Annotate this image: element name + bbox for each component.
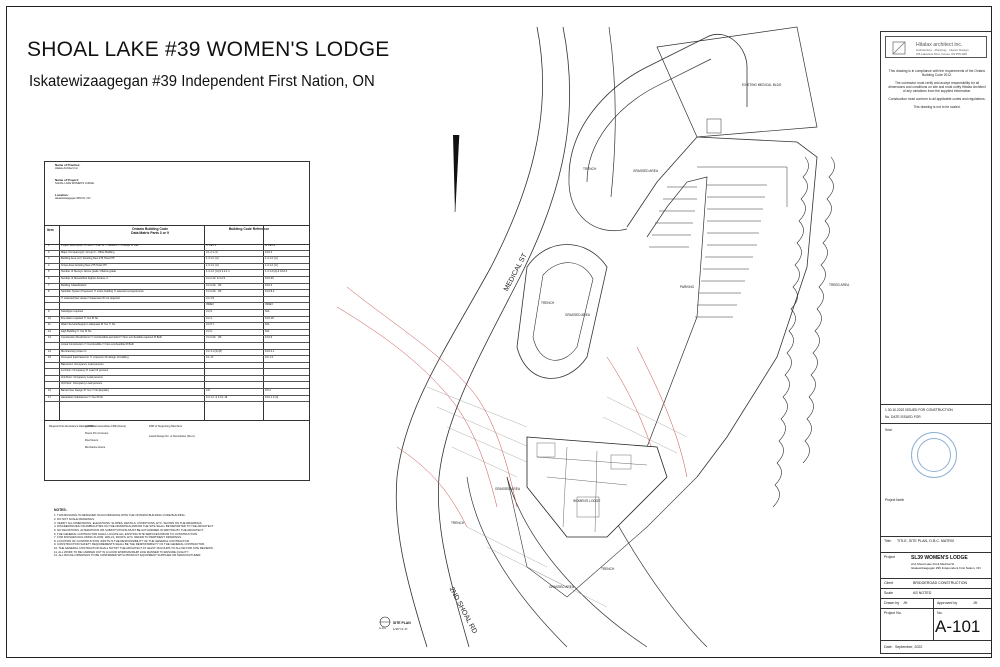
firm-address: 425 Lakeshore Drive, Kenora, ON P9N 3W6	[916, 52, 967, 56]
site-plan-label: SITE PLAN	[393, 621, 411, 625]
matrix-cell-a: 3.1.17.	[206, 356, 214, 360]
note-item: 10. THE GENERAL CONTRACTOR SHALL NOTIFY THE ARCHITECT AT LEAST 48 HOURS TO ALLOW FOR SITE REVIEWS.	[54, 546, 214, 551]
matrix-row	[45, 277, 309, 284]
tb-date-value: September, 2022	[895, 645, 923, 649]
matrix-cell-b: 9.10.18	[265, 316, 274, 320]
matrix-cell-b: 9.5.2	[265, 389, 271, 393]
practice-value: Hitalax Architect Inc.	[55, 166, 79, 170]
matrix-cell-a: 3.2.1.5.	[206, 296, 215, 300]
code-subtitle: Data Matrix Parts 3 or 9	[131, 230, 169, 235]
matrix-cell-a: 3.2.5.7.	[206, 323, 215, 327]
title-block	[880, 31, 992, 654]
matrix-row	[45, 356, 309, 363]
label-grassed-4: GRASSED AREA	[549, 585, 574, 589]
fire-row: Required Fire Resistance Rating (FRR)	[49, 425, 95, 428]
matrix-item-header: Item	[47, 228, 54, 232]
matrix-cell-n: 1	[48, 244, 50, 247]
practice-label: Name of Practice:	[55, 163, 81, 167]
matrix-cell-a: ☐ Part 3	[206, 244, 216, 247]
label-trench-2: TRENCH	[541, 301, 555, 305]
matrix-cell-b: N/A	[265, 323, 270, 327]
note-item: 5. NO DEVIATIONS, ALTERATIONS OR SUBSTITUTIONS MUST BE AUTHORIZED IN WRITING BY THE ARCHITECT.	[54, 527, 204, 532]
label-trench-3: TRENCH	[451, 521, 465, 525]
tb-project-line2: 2nd Shoal Lake Rd & Medical St	[911, 562, 955, 566]
statement-4: This drawing is not to be scaled.	[913, 104, 961, 109]
revision-header: No. DATE ISSUED FOR	[885, 415, 921, 419]
project-value: SHOAL LAKE WOMEN'S LODGE	[55, 181, 95, 185]
matrix-cell-n: 14	[48, 349, 51, 353]
location-value: Iskatewizaagegan #39 FN, ON	[55, 196, 91, 200]
matrix-cell-a: INDEX	[206, 303, 214, 307]
label-parking: PARKING	[680, 285, 695, 289]
matrix-cell-b: 1.4.1.2. [A]	[265, 257, 278, 261]
tb-title-label: Title:	[884, 539, 892, 543]
matrix-cell-a: 3.2.2.20. - 83	[206, 290, 222, 294]
tb-project-name: SL39 WOMEN'S LODGE	[911, 555, 968, 561]
matrix-cell-b: 9.10.1.3.(4)	[265, 395, 279, 399]
matrix-cell-a: 3.2.4.	[206, 316, 213, 320]
matrix-row	[45, 310, 309, 317]
matrix-cell-n: 12	[48, 329, 51, 333]
matrix-cell-t: Mezzanine(s) Area m²	[61, 349, 87, 353]
matrix-cell-t: Fire Alarm required ☐ Yes ☒ No	[61, 316, 99, 320]
matrix-row	[45, 389, 309, 396]
matrix-cell-b: 9.10.4.1	[265, 349, 275, 353]
tb-project-label: Project	[884, 555, 896, 559]
matrix-row	[45, 303, 309, 310]
matrix-cell-b: 9.10.6	[265, 336, 273, 340]
note-item: 9. CONSTRUCTION SAFETY REQUIREMENTS SHALL BE THE RESPONSIBILITY OF THE GENERAL CONTRACTOR.	[54, 542, 205, 547]
label-grassed-2: GRASSED AREA	[565, 313, 590, 317]
firm-name: Hitalax architect inc.	[916, 42, 963, 48]
tb-project-row	[881, 552, 991, 578]
tb-approved-label: Approved by	[937, 601, 958, 605]
matrix-row	[45, 323, 309, 330]
matrix-cell-t: Building Classification:	[61, 283, 87, 287]
label-grassed-1: GRASSED AREA	[633, 169, 658, 173]
firm-logo-box	[885, 36, 987, 58]
fire-row: FRR of Supporting Members	[149, 425, 183, 428]
matrix-row	[45, 244, 309, 251]
project-title: SHOAL LAKE #39 WOMEN'S LODGE	[27, 38, 390, 61]
matrix-cell-t: Water Service/Supply is Adequate ☒ Yes ☐ No	[61, 323, 116, 327]
matrix-cell-n: 17	[48, 395, 51, 399]
matrix-cell-n: 11	[48, 323, 51, 327]
matrix-cell-n: 6	[48, 276, 50, 280]
tb-client-row	[881, 578, 991, 588]
street-label-shoal: 2ND SHOAL RD	[447, 586, 478, 635]
matrix-row	[45, 343, 309, 350]
matrix-cell-t: Project Description: ☒ New ☐ Part 11 ☐ Addition ☐ Change of Use	[61, 244, 139, 247]
tb-date-label: Date:	[884, 645, 893, 649]
matrix-cell-b: N/A	[265, 329, 270, 333]
label-grassed-3: GRASSED AREA	[495, 487, 520, 491]
architect-seal-icon	[911, 432, 957, 478]
matrix-cell-a: 3.3.1.2. & 3.3.1.19.	[206, 395, 228, 399]
seal-label: Seal	[885, 428, 892, 432]
matrix-cell-n: 13	[48, 336, 51, 340]
revision-row: 1 30.10.2022 ISSUED FOR CONSTRUCTION	[885, 408, 953, 412]
matrix-cell-a: 3.1.2.1.(1)	[206, 250, 218, 254]
drawing-sheet	[6, 6, 992, 658]
statement-2: The contractor must verify and accept responsibility for all dimensions and conditions on site and must notify Hitalax Architect of any variations from the supplied information.	[888, 80, 986, 93]
note-item: 1. THIS BUILDING IS DESIGNED IN ACCORDANCE WITH THE ONTARIO BUILDING CODE BUILDING.	[54, 513, 186, 518]
notes-heading: NOTES:	[54, 508, 67, 512]
tb-title-value: TITLE, SITE PLAN, O.B.C. MATRIX	[897, 539, 955, 543]
matrix-cell-a: 3.8.	[206, 389, 211, 393]
matrix-cell-t: ☐ selected floor areas ☐ basement ☒ not required	[61, 296, 120, 300]
matrix-cell-t: Standpipe required	[61, 309, 83, 313]
matrix-cell-t: High Building ☐ Yes ☒ No	[61, 329, 92, 333]
note-item: 12. ALL ROUGH OPENINGS TO BE CONFIRMED WITH PRODUCT EQUIPMENT SUPPLIER OR MANUFACTURER.	[54, 553, 202, 558]
street-label-medical: MEDICAL ST	[502, 252, 529, 293]
matrix-cell-b: 9.9.1.3	[265, 356, 273, 360]
label-womens-lodge: WOMEN'S LODGE	[573, 499, 601, 503]
matrix-cell-a: 3.2.2.10. & 3.2.5	[206, 276, 226, 280]
tb-drawn-row	[881, 598, 991, 608]
matrix-cell-t: Construction Restrictions ☐ Combustible permitted ☐ Non-combustible required ☒ Both	[61, 336, 163, 340]
tb-scale-value: AS NOTED	[913, 591, 932, 595]
matrix-cell-a: 3.2.2.20. - 83	[206, 283, 222, 287]
matrix-cell-n: 16	[48, 389, 51, 393]
matrix-cell-n: 2	[48, 250, 50, 254]
matrix-cell-n: 10	[48, 316, 51, 320]
matrix-cell-a: 3.2.6.	[206, 329, 213, 333]
matrix-cell-a: 1.4.1.2. [A]	[206, 257, 219, 261]
note-item: 3. VERIFY ALL DIMENSIONS, ELEVATIONS, SLOPES, DETAILS, CONDITIONS, ETC. SHOWN ON THE DRAWINGS.	[54, 520, 203, 525]
note-item: 2. DO NOT SCALE DRAWINGS.	[54, 517, 95, 522]
compliance-statement	[887, 70, 987, 110]
firm-logo-icon	[890, 39, 910, 57]
matrix-cell-t: 3rd Floor: Occupancy Load persons	[61, 382, 103, 386]
matrix-cell-t: 1st Floor: Occupancy D Load 16 persons	[61, 369, 109, 373]
notes-list	[54, 514, 286, 558]
matrix-cell-a: 3.2.2.20. - 83	[206, 336, 222, 340]
matrix-cell-t: Building Area (m²): Existing New 275 Total 275	[61, 257, 115, 261]
tb-date-row	[881, 640, 991, 654]
matrix-cell-b: 1.4.1.2. [A]	[265, 263, 278, 267]
matrix-cell-b: INDEX	[265, 303, 273, 307]
tb-drawn-label: Drawn by	[884, 601, 900, 605]
obc-data-matrix	[44, 161, 310, 421]
matrix-cell-t: Barrier-free Design ☒ Yes ☐ No (Explain)	[61, 389, 109, 393]
matrix-cell-a: 1.4.1.2. [A]	[206, 263, 219, 267]
matrix-code-title	[105, 228, 195, 236]
matrix-cell-n: 7	[48, 283, 50, 287]
matrix-cell-n: 8	[48, 290, 50, 294]
tb-project-no-label: Project No.	[884, 611, 902, 615]
general-notes	[54, 508, 286, 558]
site-plan-scale: 1/16"=1'-0"	[393, 627, 408, 631]
matrix-header	[45, 162, 309, 226]
matrix-cell-t: Occupant load based on ☐ m²/person ☒ design of building	[61, 356, 129, 360]
matrix-cell-b: 1.4.1.2 [A] & 9.10.4	[265, 270, 288, 274]
note-item: 6. THE GENERAL CONTRACTOR SHALL LOCATE ALL EXISTING SITE SERVICES PRIOR TO CONSTRUCTION.	[54, 531, 198, 536]
matrix-cell-b: 9.10.2	[265, 283, 273, 287]
note-item: 8. LOCATION OF CONSTRUCTION JOINTS IS THE RESPONSIBILITY OF THE GENERAL CONTRACTOR.	[54, 538, 190, 543]
matrix-cell-b: N/A	[265, 309, 270, 313]
tb-sheet-row	[881, 608, 991, 640]
matrix-row	[45, 396, 309, 403]
tb-scale-label: Scale	[884, 591, 893, 595]
tb-client-value: BRIDGEROAD CONSTRUCTION	[913, 581, 968, 585]
matrix-cell-t: Number of Storeys: Above grade 1 Below grade	[61, 270, 116, 274]
note-item: 4. DISCREPANCIES OR AMBIGUITIES ON THE DRAWINGS AND/OR THE SITE SHALL BE REPORTED TO THE ARCHITECT.	[54, 524, 214, 529]
matrix-cell-a: 1.4.1.2. [A] & 3.2.1.1	[206, 270, 230, 274]
firm-services: Architecture · Planning · Interior Design	[916, 48, 969, 52]
matrix-cell-n: 15	[48, 356, 51, 360]
fire-row: Horizontal Assemblies FRR (Hours)	[85, 425, 126, 428]
fire-row: Floors 45 min Hours	[85, 432, 109, 435]
matrix-cell-b: 9.10.20	[265, 276, 274, 280]
matrix-cell-t: Hazardous Substances ☐ Yes ☒ No	[61, 395, 103, 399]
matrix-rows	[45, 244, 309, 402]
matrix-cell-n: 9	[48, 309, 50, 313]
matrix-cell-b: 9.10.8.2	[265, 290, 275, 294]
sheet-number: A-101	[935, 617, 981, 636]
tb-scale-row	[881, 588, 991, 598]
note-item: 7. FOR FINISHES INCLUDING FLOOR, WALLS, ROOFS, ETC. REFER TO PERTINENT DRAWINGS.	[54, 535, 182, 540]
site-plan-ref: A-101	[379, 627, 386, 630]
matrix-cell-t: Basement: Occupancy Load persons	[61, 362, 104, 366]
matrix-cell-t: 2nd Floor: Occupancy Load persons	[61, 375, 103, 379]
fire-row: Mezzanine Hours	[85, 446, 106, 449]
matrix-cell-b: 9.10.2	[265, 250, 273, 254]
project-label: Name of Project:	[55, 177, 79, 182]
location-label: Location:	[55, 192, 69, 197]
matrix-titles	[45, 226, 309, 245]
fire-resistance-table	[44, 421, 310, 481]
fire-row: Listed Design No. or Description (SG-2)	[149, 435, 195, 438]
statement-3: Construction must conform to all applicable codes and regulations.	[888, 96, 986, 101]
matrix-cell-t: Actual Construction ☐ Combustible ☐ Non-combustible ☒ Both	[61, 342, 135, 346]
matrix-row	[45, 336, 309, 343]
matrix-cell-b: ☒ Part 9	[265, 244, 275, 247]
matrix-cell-t: Sprinkler System Proposed: ☐ entire building ☐ selected compartments	[61, 290, 144, 294]
statement-1: This drawing is in compliance with the requirements of the Ontario Building Code 2012.	[888, 69, 986, 77]
matrix-ref-title: Building Code Reference	[228, 227, 270, 231]
matrix-cell-a: 3.2.9.	[206, 309, 213, 313]
matrix-cell-a: 3.2.1.1.(3)-(8)	[206, 349, 222, 353]
matrix-cell-n: 4	[48, 263, 50, 267]
matrix-cell-t: Number of Streets/Fire Fighter Access: 2	[61, 276, 108, 280]
project-subtitle: Iskatewizaagegan #39 Independent First Nation, ON	[29, 73, 375, 90]
matrix-row	[45, 257, 309, 264]
revision-table	[881, 404, 991, 424]
matrix-row	[45, 270, 309, 277]
matrix-row	[45, 290, 309, 297]
matrix-row	[45, 369, 309, 376]
north-label: Project North	[885, 498, 905, 502]
tb-project-line3: Iskatewizaagegan #39 Independent First Nation, ON	[911, 566, 981, 570]
label-treed: TREED AREA	[829, 283, 850, 287]
matrix-cell-t: Major Occupancy(s): Group D - Office Building	[61, 250, 115, 254]
label-trench-1: TRENCH	[583, 167, 597, 171]
label-trench-4: TRENCH	[601, 567, 615, 571]
fire-row: Roof Hours	[85, 439, 99, 442]
matrix-cell-t: Gross Area: Existing New 275 Total 275	[61, 263, 107, 267]
matrix-cell-n: 3	[48, 257, 50, 261]
label-existing-medical: EXISTING MEDICAL BLDG	[742, 83, 782, 87]
tb-drawn-value: JH	[903, 601, 908, 605]
tb-client-label: Client	[884, 581, 894, 585]
note-item: 11. ALL WORK TO BE CARRIED OUT IN A GOOD WORKMANSHIP LIKE MANNER TO ENSURE QUALITY.	[54, 549, 190, 554]
tb-approved-value: JH	[973, 601, 978, 605]
tb-title-row	[881, 536, 991, 552]
matrix-cell-n: 5	[48, 270, 50, 274]
code-title: Ontario Building Code	[132, 227, 168, 231]
tb-no-label: No.	[937, 611, 943, 615]
